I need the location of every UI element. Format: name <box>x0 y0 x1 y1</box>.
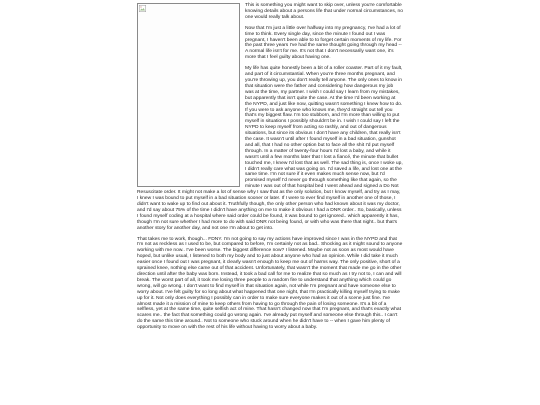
paragraph-roller-coaster: My life has quite honestly been a bit of a roller coaster. Part of it my fault, and part of it circumstantial. When you're three months pregnant, and you're throwing up, you don't really tell anyone. The only ones to know in that situation were the father and considering how dangerous my job was at the time, my partner. I wish I could say I learn from my mistakes, but apparently that isn't quite the case. At the time I'd been working at the NYPD, and just like now, quitting wasn't something I knew how to do. If you were to ask anyone who knows me, they'd straight out tell you that's my biggest flaw. I'm too stubborn, and I'm more than willing to put myself in situations I possibly shouldn't be in. I wish I could say I left the NYPD to keep myself from acting so rashly, and out of dangerous situations, but since its obvious I don't have any children, that really isn't the case. It wasn't until after I found myself in a bad situation, gunshot and all, that I had no other option but to face all the shit I'd put myself through. In a matter of twenty-four hours I'd lost a baby, and while it wasn't until a few months later that I lost a fiancé, the minute that bullet touched me, I knew I'd lost that as well. The sad thing is, once I woke up, I didn't really care what was going on. I'd saved a life, and lost one at the same time. I'm not sure if it even makes much sense now, but I'd promised myself I'd never go through something like that again, so the minute I was out of that hospital bed I went ahead and signed a Do Not Resuscitate order. It might not make a lot of sense why I saw that as the only solution, but I know myself, and try as I may, I knew I was bound to put myself in a bad situation sooner or later. If I were to ever find myself in another one of those, I didn't want to wake up to find out about it. Truthfully though, the only other person who had known about it was my doctor, and I'd say about 75% of the time I didn't have anything on me to make it obvious I had a DNR order.. So, basically, unless I found myself coding at a hospital where said order could be found, it was bound to get ignored.. which apparently it has, though I'm not sure whether I had more to do with said DNR not being found, or with who was there that night.. but that's another story for another day, and not one I'm about to get into. <box>137 66 403 231</box>
paragraph-halfway: Now that I'm just a little over halfway into my pregnancy, I've had a lot of time to think. Every single day, since the minute I found out I was pregnant, I haven't been able to to forget certain moments of my life. For the past three years I've had the same thought going through my head -- A normal life isn't for me. It's not that I don't necessarily want one, it's more that I feel guilty about having one. <box>245 25 402 61</box>
paragraph-fdny: That takes me to work, though... FDNY. I'm not going to say my actions have improved since I was in the NYPD and that I'm not as reckless as I used to be, but compared to before, I'm certainly not as bad.. Shocking as it might sound to anyone working with me now.. I've been worse. The biggest difference now? I listened. Maybe not as soon as most would have hoped, but unlike usual, I listened to both my body and to just about anyone who had an opinion. While I did take it much easier once I found out I was pregnant, it clearly wasn't enough to keep me out of harms way. The only positive, short of a sprained knee, nothing else came out of that accident. Unfortunately, that wasn't the moment that made me go in the other direction until after the baby was born. Instead, it took a bad call for me to realize that so much as I try not to, I can and will break. The worst part of all, it took me losing three people to a random fire to understand that anything which could go wrong, will go wrong. I don't want to find myself in that situation again, not while I'm pregnant and have someone else to worry about. I've felt guilty for so long about what happened that one night, that I'm practically killing myself trying to make up for it. Not only does everything I possibly can in order to make sure everyone makes it out of a scene just fine. I've almost made it a mission of mine to keep others from having to go through the pain of losing someone. It's a bit of a selfless, yet at the same time, quite selfish act of mine. That hasn't changed now that I'm pregnant, and that's exactly what scares me.. the fact that something could go wrong again. I've already put myself and someone else through this.. I can't do the same this time around.. Not to someone who stuck around when he didn't have to -- when I gave him plenty of opportunity to move on with the rest of his life without having to worry about a baby. <box>137 236 403 331</box>
broken-image-icon <box>139 5 146 12</box>
article-body <box>137 3 403 331</box>
paragraph-intro: This is something you might want to skip over, unless you're comfortable knowing details about a persons life that under normal circumstances, no one would really talk about. <box>245 3 403 20</box>
blog-post <box>137 3 403 336</box>
broken-image-placeholder <box>137 3 240 187</box>
